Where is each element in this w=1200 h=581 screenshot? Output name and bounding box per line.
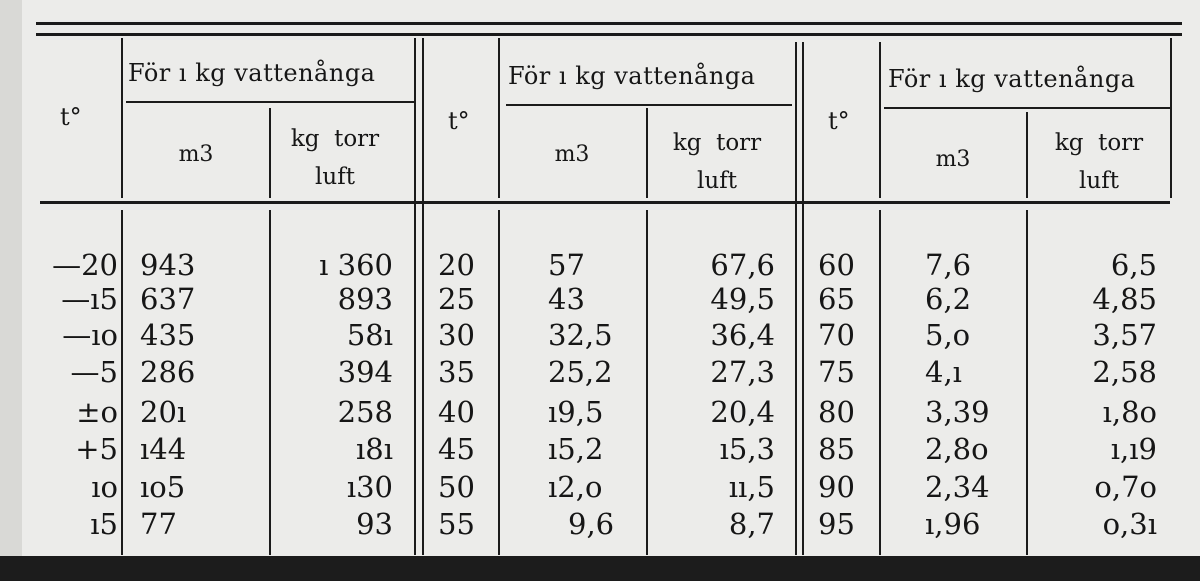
row-kg-torr-luft: ı,8o — [1102, 395, 1157, 429]
row-temp: +5 — [75, 432, 118, 466]
row-m3: ıo5 — [140, 470, 186, 504]
row-kg-torr-luft: 6,5 — [1110, 248, 1157, 282]
row-temp: 85 — [818, 432, 855, 466]
row-m3: ı5,2 — [548, 432, 604, 466]
group-title-3: För ı kg vattenånga — [888, 65, 1136, 93]
row-temp: 95 — [818, 507, 855, 541]
row-m3: 25,2 — [548, 355, 613, 389]
top-rule-inner — [36, 33, 1182, 36]
row-m3: ı9,5 — [548, 395, 604, 429]
subheader-rule-3 — [884, 107, 1170, 109]
row-temp: —ıo — [62, 318, 118, 352]
row-temp: 75 — [818, 355, 855, 389]
row-m3: 77 — [140, 507, 177, 541]
vrule-right — [1170, 38, 1172, 198]
vrule-7b — [879, 210, 881, 555]
row-m3: 32,5 — [548, 318, 613, 352]
row-temp: 40 — [438, 395, 475, 429]
row-temp: 65 — [818, 282, 855, 316]
row-temp: 45 — [438, 432, 475, 466]
row-kg-torr-luft: 67,6 — [710, 248, 775, 282]
row-m3: ı,96 — [925, 507, 981, 541]
row-m3: 3,39 — [925, 395, 990, 429]
temp-header-1: t° — [60, 103, 82, 131]
vrule-8a — [1026, 112, 1028, 198]
row-kg-torr-luft: 258 — [337, 395, 393, 429]
row-kg-torr-luft: o,3ı — [1102, 507, 1157, 541]
kg-torr-luft-header-3: kg torr luft — [1054, 130, 1144, 194]
row-temp: 90 — [818, 470, 855, 504]
vrule-4a — [498, 38, 500, 198]
row-kg-torr-luft: 4,85 — [1092, 282, 1157, 316]
row-kg-torr-luft: ı,ı9 — [1110, 432, 1157, 466]
row-temp: 20 — [438, 248, 475, 282]
vrule-7a — [879, 42, 881, 198]
vrule-6b — [802, 42, 804, 555]
scan-edge-bottom — [0, 556, 1200, 581]
row-m3: 2,8o — [925, 432, 989, 466]
row-temp: 30 — [438, 318, 475, 352]
row-m3: 57 — [548, 248, 585, 282]
vrule-3a — [414, 38, 416, 555]
row-m3: 637 — [140, 282, 196, 316]
row-temp: —5 — [70, 355, 118, 389]
vrule-5b — [646, 210, 648, 555]
group-title-2: För ı kg vattenånga — [508, 62, 756, 90]
kg-torr-luft-header-1: kg torr luft — [290, 126, 380, 190]
row-m3: 286 — [140, 355, 196, 389]
row-temp: —20 — [52, 248, 118, 282]
row-kg-torr-luft: 93 — [356, 507, 393, 541]
row-kg-torr-luft: ı8ı — [355, 432, 393, 466]
group-title-1: För ı kg vattenånga — [128, 59, 376, 87]
row-m3: 43 — [548, 282, 585, 316]
top-rule-outer — [36, 22, 1182, 25]
row-temp: ıo — [91, 470, 118, 504]
row-m3: 20ı — [140, 395, 187, 429]
row-temp: —ı5 — [61, 282, 118, 316]
vrule-4b — [498, 210, 500, 555]
row-kg-torr-luft: 58ı — [346, 318, 393, 352]
row-temp: 35 — [438, 355, 475, 389]
row-kg-torr-luft: 893 — [337, 282, 393, 316]
vrule-2b — [269, 210, 271, 555]
vrule-8b — [1026, 210, 1028, 555]
header-rule — [40, 201, 1170, 204]
row-m3: ı44 — [140, 432, 187, 466]
row-temp: 60 — [818, 248, 855, 282]
m3-header-3: m3 — [935, 147, 971, 172]
row-m3: 6,2 — [925, 282, 972, 316]
row-kg-torr-luft: ıı,5 — [728, 470, 775, 504]
vrule-6a — [795, 42, 797, 555]
row-temp: ı5 — [90, 507, 118, 541]
vrule-3b — [422, 38, 424, 555]
row-temp: 80 — [818, 395, 855, 429]
row-m3: 943 — [140, 248, 196, 282]
row-m3: 435 — [140, 318, 196, 352]
vrule-5a — [646, 108, 648, 198]
row-kg-torr-luft: 394 — [337, 355, 393, 389]
row-m3: ı2,o — [548, 470, 603, 504]
row-m3: 5,o — [925, 318, 971, 352]
row-temp: 50 — [438, 470, 475, 504]
scan-edge-left — [0, 0, 22, 581]
row-kg-torr-luft: ı 360 — [319, 248, 393, 282]
row-temp: 55 — [438, 507, 475, 541]
vrule-1a — [121, 38, 123, 198]
row-kg-torr-luft: 8,7 — [728, 507, 775, 541]
vrule-2a — [269, 108, 271, 198]
row-m3: 9,6 — [568, 507, 615, 541]
temp-header-3: t° — [828, 107, 850, 135]
row-temp: 70 — [818, 318, 855, 352]
row-m3: 4,ı — [925, 355, 962, 389]
row-kg-torr-luft: 49,5 — [710, 282, 775, 316]
row-kg-torr-luft: 2,58 — [1092, 355, 1157, 389]
row-m3: 7,6 — [925, 248, 972, 282]
m3-header-1: m3 — [178, 142, 214, 167]
row-kg-torr-luft: ı5,3 — [719, 432, 775, 466]
row-kg-torr-luft: ı30 — [346, 470, 393, 504]
m3-header-2: m3 — [554, 142, 590, 167]
vrule-1b — [121, 210, 123, 555]
row-kg-torr-luft: 20,4 — [710, 395, 775, 429]
row-kg-torr-luft: 36,4 — [710, 318, 775, 352]
kg-torr-luft-header-2: kg torr luft — [672, 130, 762, 194]
subheader-rule-1 — [126, 101, 414, 103]
row-m3: 2,34 — [925, 470, 990, 504]
temp-header-2: t° — [448, 107, 470, 135]
subheader-rule-2 — [506, 104, 792, 106]
row-kg-torr-luft: o,7o — [1094, 470, 1157, 504]
row-temp: ±o — [76, 395, 118, 429]
row-temp: 25 — [438, 282, 475, 316]
row-kg-torr-luft: 3,57 — [1092, 318, 1157, 352]
row-kg-torr-luft: 27,3 — [710, 355, 775, 389]
